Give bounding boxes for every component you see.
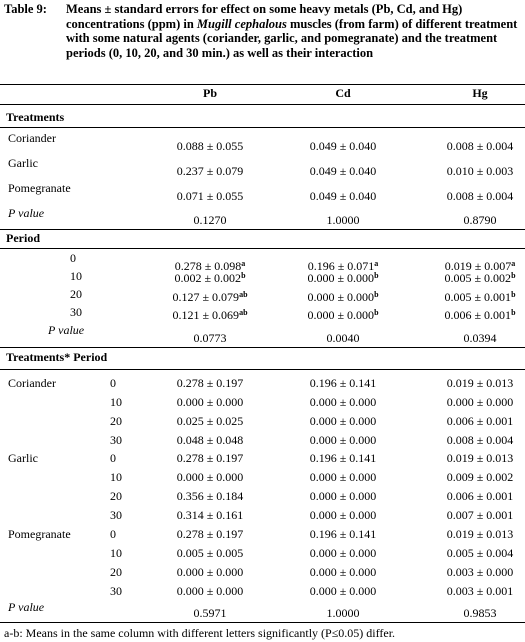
rule-line [0, 104, 525, 105]
row-label: 0 [70, 251, 76, 265]
period-label: 10 [110, 395, 122, 409]
rule-line [0, 347, 525, 348]
column-header: Pb [202, 86, 217, 100]
table-cell: 0.006 ± 0.001$^b$ [444, 308, 516, 322]
rule-line [0, 369, 525, 370]
significance-letter: b [511, 290, 516, 299]
table-cell: 0.196 ± 0.141 [309, 451, 377, 465]
table-cell: 0.121 ± 0.069$^{ab}$ [172, 308, 248, 322]
table-cell: 0.278 ± 0.197 [176, 527, 244, 541]
rule-line [0, 229, 525, 230]
table-cell: 0.049 ± 0.040 [309, 189, 377, 203]
significance-letter: b [374, 308, 379, 317]
row-label: Garlic [8, 156, 38, 170]
pvalue-cell: 0.0773 [193, 331, 227, 345]
table-cell: 0.005 ± 0.005 [176, 546, 244, 560]
row-label: 20 [70, 287, 82, 301]
table-cell: 0.000 ± 0.000 [309, 546, 377, 560]
table-cell: 0.005 ± 0.001$^b$ [444, 290, 516, 304]
table-cell: 0.025 ± 0.025 [176, 414, 244, 428]
table-cell: 0.007 ± 0.001 [446, 508, 514, 522]
period-label: 20 [110, 414, 122, 428]
table-cell: 0.000 ± 0.000 [176, 584, 244, 598]
column-header: Cd [335, 86, 351, 100]
pvalue-label: P value [48, 323, 85, 337]
table-cell: 0.000 ± 0.000 [309, 470, 377, 484]
row-label: Coriander [8, 131, 56, 145]
pvalue-cell: 0.9853 [463, 606, 497, 620]
table-cell: 0.000 ± 0.000$^b$ [307, 271, 379, 285]
significance-letter: b [241, 271, 246, 280]
pvalue-cell: 0.0394 [463, 331, 497, 345]
rule-line [0, 622, 525, 623]
table-cell: 0.356 ± 0.184 [176, 489, 244, 503]
period-label: 10 [110, 470, 122, 484]
row-label: 30 [70, 305, 82, 319]
table-cell: 0.008 ± 0.004 [446, 189, 514, 203]
period-label: 10 [110, 546, 122, 560]
row-label: 10 [70, 269, 82, 283]
table-cell: 0.019 ± 0.013 [446, 451, 514, 465]
table-cell: 0.003 ± 0.001 [446, 584, 514, 598]
pvalue-cell: 1.0000 [326, 606, 360, 620]
table-cell: 0.000 ± 0.000$^b$ [307, 290, 379, 304]
table-cell: 0.000 ± 0.000 [176, 565, 244, 579]
table-cell: 0.196 ± 0.071$^a$ [307, 259, 379, 273]
table-cell: 0.048 ± 0.048 [176, 433, 244, 447]
table-cell: 0.127 ± 0.079$^{ab}$ [172, 290, 248, 304]
table-cell: 0.005 ± 0.004 [446, 546, 514, 560]
significance-letter: a [241, 259, 246, 268]
pvalue-cell: 0.1270 [193, 213, 227, 227]
significance-letter: b [511, 271, 516, 280]
pvalue-cell: 0.0040 [326, 331, 360, 345]
table-cell: 0.000 ± 0.000 [309, 414, 377, 428]
period-label: 30 [110, 433, 122, 447]
table-cell: 0.019 ± 0.013 [446, 527, 514, 541]
caption-text: Means ± standard errors for effect on some heavy metals (Pb, Cd, and Hg) concentrations (ppm) in Mugill cephalous muscles (from farm) of different treatment with some natural agents (coriander, garlic, and pomegranate) and the treatment periods (0, 10, 20, and 30 min.) as well as their interaction [66, 2, 518, 60]
table-cell: 0.000 ± 0.000 [309, 489, 377, 503]
period-label: 30 [110, 584, 122, 598]
rule-line [0, 248, 525, 249]
table-cell: 0.049 ± 0.040 [309, 139, 377, 153]
period-label: 0 [110, 451, 116, 465]
row-label: Pomegranate [8, 181, 71, 195]
significance-letter: a [511, 259, 516, 268]
rule-line [0, 84, 525, 85]
significance-letter: ab [239, 290, 248, 299]
section-title: Treatments [6, 110, 65, 124]
period-label: 20 [110, 489, 122, 503]
table-cell: 0.237 ± 0.079 [176, 164, 244, 178]
table-cell: 0.000 ± 0.000 [446, 395, 514, 409]
significance-letter: a [374, 259, 379, 268]
table-cell: 0.000 ± 0.000 [309, 508, 377, 522]
table-cell: 0.071 ± 0.055 [176, 189, 244, 203]
footnote: a-b: Means in the same column with different letters significantly (P≤0.05) differ. [4, 626, 396, 640]
table-cell: 0.000 ± 0.000 [309, 395, 377, 409]
pvalue-label: P value [8, 206, 45, 220]
table-cell: 0.000 ± 0.000 [309, 433, 377, 447]
table-cell: 0.000 ± 0.000 [309, 584, 377, 598]
table-cell: 0.088 ± 0.055 [176, 139, 244, 153]
table-cell: 0.003 ± 0.000 [446, 565, 514, 579]
section-title: Period [6, 231, 40, 245]
significance-letter: ab [239, 308, 248, 317]
table-cell: 0.008 ± 0.004 [446, 433, 514, 447]
table-cell: 0.010 ± 0.003 [446, 164, 514, 178]
table-cell: 0.000 ± 0.000 [176, 395, 244, 409]
period-label: 0 [110, 527, 116, 541]
period-label: 20 [110, 565, 122, 579]
pvalue-cell: 0.5971 [193, 606, 227, 620]
significance-letter: b [374, 290, 379, 299]
section-title: Treatments* Period [6, 350, 108, 364]
table-cell: 0.008 ± 0.004 [446, 139, 514, 153]
table-cell: 0.019 ± 0.013 [446, 376, 514, 390]
period-label: 30 [110, 508, 122, 522]
period-label: 0 [110, 376, 116, 390]
table-cell: 0.000 ± 0.000$^b$ [307, 308, 379, 322]
group-label: Pomegranate [8, 527, 71, 541]
table-cell: 0.002 ± 0.002$^b$ [174, 271, 246, 285]
table-cell: 0.049 ± 0.040 [309, 164, 377, 178]
group-label: Garlic [8, 451, 38, 465]
table-cell: 0.006 ± 0.001 [446, 414, 514, 428]
pvalue-cell: 0.8790 [463, 213, 497, 227]
significance-letter: b [374, 271, 379, 280]
significance-letter: b [511, 308, 516, 317]
rule-line [0, 127, 525, 128]
table-cell: 0.000 ± 0.000 [309, 565, 377, 579]
species-name: Mugill cephalous [196, 16, 287, 31]
pvalue-label: P value [8, 600, 45, 614]
table-cell: 0.196 ± 0.141 [309, 376, 377, 390]
table-cell: 0.005 ± 0.002$^b$ [444, 271, 516, 285]
group-label: Coriander [8, 376, 56, 390]
table-cell: 0.000 ± 0.000 [176, 470, 244, 484]
table-cell: 0.196 ± 0.141 [309, 527, 377, 541]
table-cell: 0.019 ± 0.007$^a$ [444, 259, 516, 273]
table-cell: 0.314 ± 0.161 [176, 508, 244, 522]
table-cell: 0.006 ± 0.001 [446, 489, 514, 503]
pvalue-cell: 1.0000 [326, 213, 360, 227]
table-cell: 0.278 ± 0.197 [176, 376, 244, 390]
table-label: Table 9: [4, 2, 47, 16]
table-cell: 0.278 ± 0.098$^a$ [174, 259, 246, 273]
table-cell: 0.009 ± 0.002 [446, 470, 514, 484]
table-cell: 0.278 ± 0.197 [176, 451, 244, 465]
column-header: Hg [472, 86, 488, 100]
